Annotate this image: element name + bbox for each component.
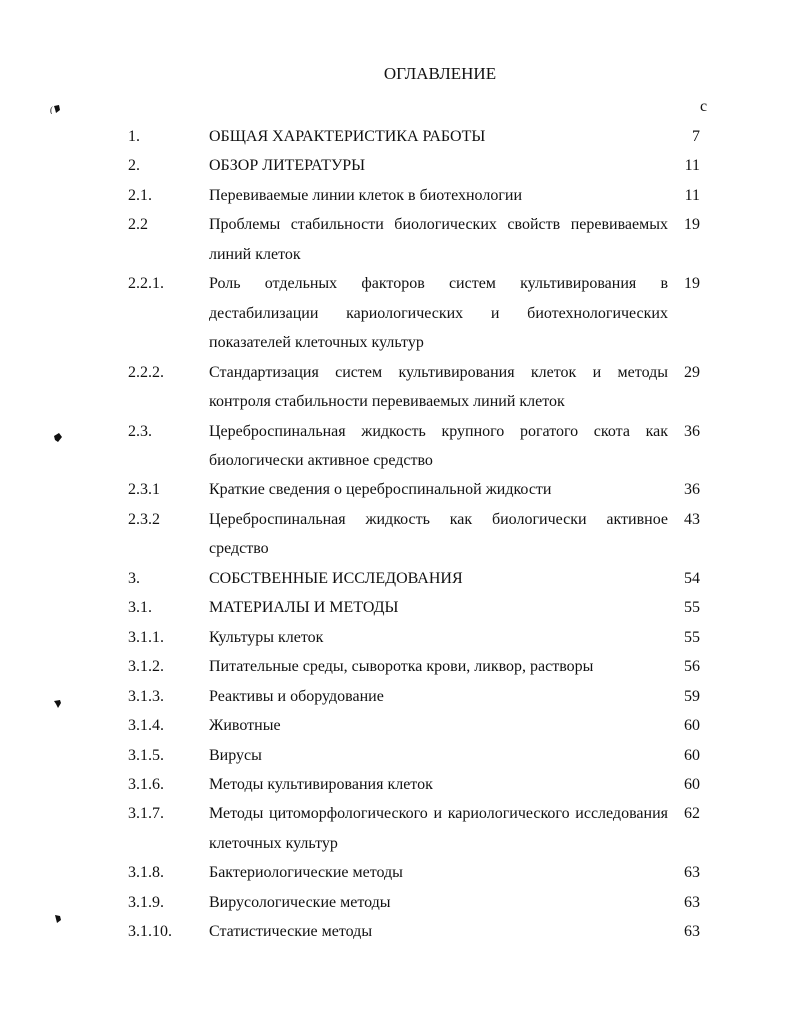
toc-entry-text: Стандартизация систем культивирования клеток и методы контроля стабильности перевиваемых линий клеток xyxy=(209,363,668,411)
toc-entry xyxy=(128,623,700,652)
toc-entry xyxy=(128,917,700,946)
toc-entry-page: 63 xyxy=(684,923,700,941)
toc-entry-text: Краткие сведения о цереброспинальной жидкости xyxy=(209,481,552,499)
toc-entry-number: 3.1.10. xyxy=(128,923,172,941)
toc-entry-text: Проблемы стабильности биологических свойств перевиваемых линий клеток xyxy=(209,216,668,263)
toc-entry-page: 19 xyxy=(684,216,700,234)
toc-entry-number: 2.3.1 xyxy=(128,481,160,499)
toc-entry-number: 3.1.6. xyxy=(128,775,164,793)
toc-entry xyxy=(128,711,700,740)
toc-entry-page: 36 xyxy=(684,422,700,440)
toc-entry-number: 3.1.5. xyxy=(128,746,164,764)
toc-entry-text: Статистические методы xyxy=(209,923,373,941)
toc-entry-page: 11 xyxy=(684,157,700,175)
svg-text:(: ( xyxy=(50,105,53,114)
toc-entry xyxy=(128,888,700,917)
toc-entry-page: 19 xyxy=(684,275,700,293)
toc-entry-text: МАТЕРИАЛЫ И МЕТОДЫ xyxy=(209,599,399,617)
toc-entry-text: ОБЗОР ЛИТЕРАТУРЫ xyxy=(209,157,366,175)
scan-artifact-icon xyxy=(53,433,61,442)
scan-artifact-icon xyxy=(53,914,61,923)
toc-entry-text: Методы цитоморфологического и кариологического исследования клеточных культур xyxy=(209,805,668,852)
toc-entry-number: 3.1.1. xyxy=(128,628,164,646)
toc-entry-text: СОБСТВЕННЫЕ ИССЛЕДОВАНИЯ xyxy=(209,569,463,587)
toc-entry-page: 63 xyxy=(684,893,700,911)
toc-entry xyxy=(128,741,700,770)
toc-entry-number: 2.3. xyxy=(128,422,152,440)
toc-entry-page: 60 xyxy=(684,717,700,735)
toc-entry-text: Цереброспинальная жидкость крупного рогатого скота как биологически активное средство xyxy=(209,422,668,469)
toc-entry-number: 3.1. xyxy=(128,599,152,617)
toc-entry-page: 11 xyxy=(684,186,700,204)
toc-entry-text: Вирусы xyxy=(209,746,262,764)
toc-entry-page: 29 xyxy=(684,363,700,381)
toc-entry xyxy=(128,682,700,711)
toc-entry xyxy=(128,770,700,799)
toc-entry-number: 3. xyxy=(128,569,140,587)
toc-entry-page: 55 xyxy=(684,599,700,617)
toc-entry-page: 63 xyxy=(684,864,700,882)
toc-entry-text: ОБЩАЯ ХАРАКТЕРИСТИКА РАБОТЫ xyxy=(209,128,486,145)
toc-entry-number: 2.2 xyxy=(128,216,148,234)
toc-entry-number: 3.1.4. xyxy=(128,717,164,735)
toc-entry xyxy=(128,475,700,504)
scan-artifact-icon xyxy=(50,104,58,113)
toc-entry xyxy=(128,122,700,151)
toc-entry-number: 2.1. xyxy=(128,186,152,204)
toc-entry-page: 56 xyxy=(684,658,700,676)
toc-entry xyxy=(128,564,700,593)
toc-entry-number: 1. xyxy=(128,128,140,145)
toc-entry-page: 54 xyxy=(684,569,700,587)
toc-entry-text: Цереброспинальная жидкость как биологически активное средство xyxy=(209,510,668,558)
toc-entry-page: 60 xyxy=(684,775,700,793)
toc-entry xyxy=(128,181,700,210)
toc-entry xyxy=(128,799,700,858)
toc-entry-number: 3.1.2. xyxy=(128,658,164,676)
toc-entry-text: Питательные среды, сыворотка крови, ликвор, растворы xyxy=(209,658,594,676)
toc-entry xyxy=(128,858,700,887)
toc-entry-number: 2.2.2. xyxy=(128,363,164,381)
toc-entry-page: 59 xyxy=(684,687,700,705)
toc-entry-number: 3.1.3. xyxy=(128,687,164,705)
toc-entry xyxy=(128,151,700,180)
toc-entry-page: 55 xyxy=(684,628,700,646)
toc-entry xyxy=(128,210,700,269)
toc-entry-text: Перевиваемые линии клеток в биотехнологии xyxy=(209,186,522,204)
toc-entry xyxy=(128,358,700,417)
toc-entry-number: 2.3.2 xyxy=(128,510,160,528)
page-column-label: с xyxy=(700,98,708,115)
toc-entry-text: Реактивы и оборудование xyxy=(209,687,384,705)
toc-entry xyxy=(128,652,700,681)
toc-entry xyxy=(128,593,700,622)
table-of-contents xyxy=(128,122,700,947)
toc-entry-page: 60 xyxy=(684,746,700,764)
toc-entry xyxy=(128,505,700,564)
toc-entry-text: Культуры клеток xyxy=(209,628,324,646)
toc-entry xyxy=(128,269,700,357)
toc-entry-page: 43 xyxy=(684,510,700,528)
toc-entry-text: Вирусологические методы xyxy=(209,893,391,911)
toc-entry-text: Животные xyxy=(209,717,281,735)
toc-entry-text: Роль отдельных факторов систем культивирования в дестабилизации кариологических и биотехнологических показателей клеточных культур xyxy=(209,275,668,352)
toc-entry-number: 2.2.1. xyxy=(128,275,164,293)
toc-entry-number: 2. xyxy=(128,157,140,175)
toc-entry-number: 3.1.8. xyxy=(128,864,164,882)
toc-entry-text: Бактериологические методы xyxy=(209,864,403,882)
toc-entry-page: 36 xyxy=(684,481,700,499)
toc-entry xyxy=(128,417,700,476)
toc-entry-page: 7 xyxy=(692,128,700,145)
toc-entry-number: 3.1.9. xyxy=(128,893,164,911)
toc-title: ОГЛАВЛЕНИЕ xyxy=(383,64,497,83)
toc-entry-text: Методы культивирования клеток xyxy=(209,775,433,793)
toc-entry-page: 62 xyxy=(684,805,700,823)
toc-entry-number: 3.1.7. xyxy=(128,805,164,823)
scan-artifact-icon xyxy=(53,699,61,708)
